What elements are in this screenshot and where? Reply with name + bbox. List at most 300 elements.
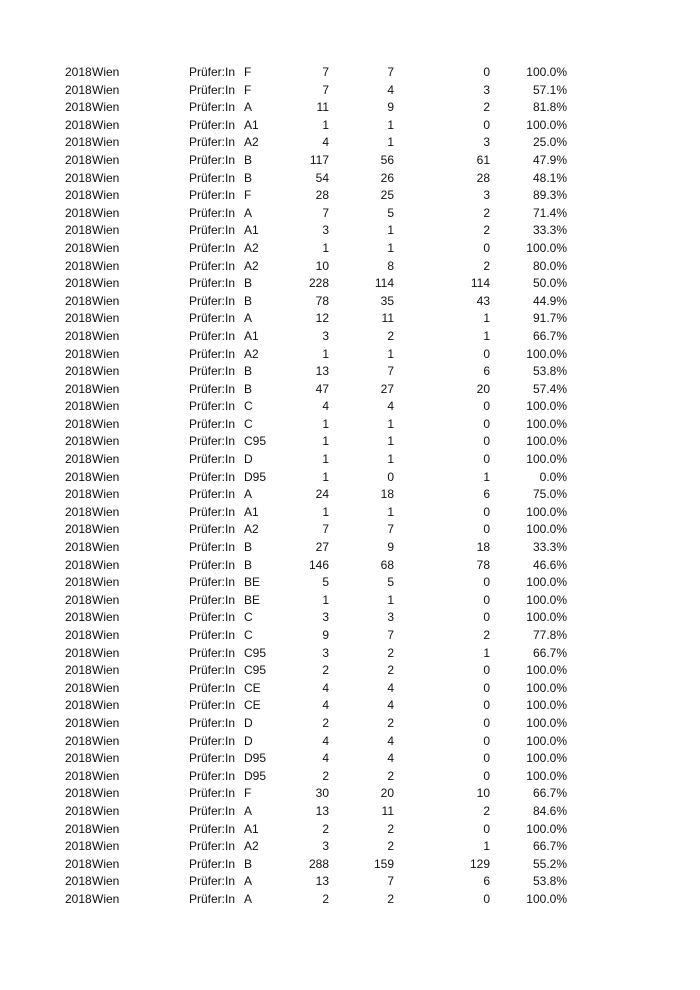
pass-rate-cell: 0.0% [539, 469, 567, 484]
total-count-cell: 12 [315, 311, 329, 326]
failed-count-cell: 28 [476, 170, 490, 185]
total-count-cell: 30 [315, 786, 329, 801]
year-cell: 2018 [65, 645, 92, 660]
city-cell: Wien [92, 452, 120, 467]
license-class-cell: C [244, 610, 253, 625]
role-cell: Prüfer:In [189, 381, 236, 396]
city-cell: Wien [92, 733, 120, 748]
table-row [0, 117, 700, 135]
failed-count-cell: 61 [476, 152, 490, 167]
total-count-cell: 2 [322, 768, 329, 783]
license-class-cell: A2 [244, 135, 259, 150]
license-class-cell: A [244, 891, 253, 906]
passed-count-cell: 1 [387, 434, 394, 449]
passed-count-cell: 7 [387, 65, 394, 79]
passed-count-cell: 2 [387, 891, 394, 906]
year-cell: 2018 [65, 504, 92, 519]
city-cell: Wien [92, 152, 120, 167]
city-cell: Wien [92, 680, 120, 695]
table-row [0, 662, 700, 680]
year-cell: 2018 [65, 152, 92, 167]
table-row [0, 785, 700, 803]
failed-count-cell: 2 [483, 803, 490, 818]
table-row [0, 205, 700, 223]
city-cell: Wien [92, 293, 120, 308]
failed-count-cell: 0 [483, 592, 490, 607]
failed-count-cell: 0 [483, 117, 490, 132]
passed-count-cell: 7 [387, 522, 394, 537]
city-cell: Wien [92, 628, 120, 642]
role-cell: Prüfer:In [189, 874, 236, 889]
license-class-cell: A1 [244, 504, 259, 519]
year-cell: 2018 [65, 628, 92, 642]
failed-count-cell: 6 [483, 487, 490, 502]
city-cell: Wien [92, 786, 120, 801]
passed-count-cell: 9 [387, 100, 394, 115]
license-class-cell: A2 [244, 346, 259, 361]
table-row [0, 715, 700, 733]
year-cell: 2018 [65, 346, 92, 361]
table-row [0, 873, 700, 891]
city-cell: Wien [92, 65, 120, 79]
table-row [0, 416, 700, 434]
total-count-cell: 1 [322, 469, 329, 484]
year-cell: 2018 [65, 434, 92, 449]
table-row [0, 433, 700, 451]
city-cell: Wien [92, 100, 120, 115]
role-cell: Prüfer:In [189, 364, 236, 379]
total-count-cell: 10 [315, 258, 329, 273]
license-class-cell: C [244, 628, 253, 642]
license-class-cell: A1 [244, 223, 259, 238]
role-cell: Prüfer:In [189, 328, 236, 343]
table-row [0, 557, 700, 575]
role-cell: Prüfer:In [189, 434, 236, 449]
table-row [0, 768, 700, 786]
pass-rate-cell: 71.4% [532, 205, 567, 220]
license-class-cell: A2 [244, 839, 259, 854]
license-class-cell: A [244, 311, 253, 326]
pass-rate-cell: 100.0% [526, 346, 567, 361]
failed-count-cell: 2 [483, 205, 490, 220]
license-class-cell: CE [244, 680, 261, 695]
license-class-cell: A1 [244, 117, 259, 132]
failed-count-cell: 0 [483, 891, 490, 906]
license-class-cell: F [244, 786, 252, 801]
failed-count-cell: 2 [483, 628, 490, 642]
table-row [0, 680, 700, 698]
license-class-cell: D95 [244, 469, 267, 484]
total-count-cell: 4 [322, 733, 329, 748]
license-class-cell: D [244, 733, 253, 748]
year-cell: 2018 [65, 258, 92, 273]
passed-count-cell: 26 [380, 170, 394, 185]
license-class-cell: B [244, 293, 253, 308]
year-cell: 2018 [65, 328, 92, 343]
license-class-cell: A2 [244, 258, 259, 273]
pass-rate-cell: 44.9% [532, 293, 567, 308]
passed-count-cell: 68 [380, 557, 394, 572]
city-cell: Wien [92, 715, 120, 730]
year-cell: 2018 [65, 680, 92, 695]
role-cell: Prüfer:In [189, 311, 236, 326]
city-cell: Wien [92, 751, 120, 766]
total-count-cell: 1 [322, 346, 329, 361]
passed-count-cell: 18 [380, 487, 394, 502]
passed-count-cell: 35 [380, 293, 394, 308]
pass-rate-cell: 100.0% [526, 117, 567, 132]
total-count-cell: 7 [322, 82, 329, 97]
passed-count-cell: 2 [387, 821, 394, 836]
pass-rate-cell: 100.0% [526, 65, 567, 79]
license-class-cell: A1 [244, 821, 259, 836]
license-class-cell: C [244, 416, 253, 431]
year-cell: 2018 [65, 821, 92, 836]
failed-count-cell: 0 [483, 399, 490, 414]
city-cell: Wien [92, 839, 120, 854]
passed-count-cell: 114 [374, 276, 394, 291]
year-cell: 2018 [65, 487, 92, 502]
table-row [0, 733, 700, 751]
table-row [0, 170, 700, 188]
city-cell: Wien [92, 311, 120, 326]
passed-count-cell: 1 [387, 117, 394, 132]
license-class-cell: B [244, 540, 253, 555]
pass-rate-cell: 48.1% [532, 170, 567, 185]
failed-count-cell: 1 [483, 839, 490, 854]
failed-count-cell: 129 [469, 856, 490, 871]
role-cell: Prüfer:In [189, 540, 236, 555]
year-cell: 2018 [65, 715, 92, 730]
failed-count-cell: 3 [483, 135, 490, 150]
city-cell: Wien [92, 328, 120, 343]
role-cell: Prüfer:In [189, 522, 236, 537]
failed-count-cell: 2 [483, 100, 490, 115]
role-cell: Prüfer:In [189, 258, 236, 273]
table-row [0, 152, 700, 170]
year-cell: 2018 [65, 768, 92, 783]
year-cell: 2018 [65, 188, 92, 203]
license-class-cell: A [244, 874, 253, 889]
license-class-cell: B [244, 856, 253, 871]
year-cell: 2018 [65, 82, 92, 97]
license-class-cell: A [244, 205, 253, 220]
license-class-cell: CE [244, 698, 261, 713]
pass-rate-cell: 66.7% [532, 786, 567, 801]
city-cell: Wien [92, 223, 120, 238]
passed-count-cell: 5 [387, 205, 394, 220]
passed-count-cell: 2 [387, 663, 394, 678]
role-cell: Prüfer:In [189, 469, 236, 484]
license-class-cell: C95 [244, 663, 267, 678]
table-row [0, 310, 700, 328]
failed-count-cell: 6 [483, 364, 490, 379]
year-cell: 2018 [65, 170, 92, 185]
total-count-cell: 27 [315, 540, 329, 555]
role-cell: Prüfer:In [189, 135, 236, 150]
passed-count-cell: 4 [387, 82, 394, 97]
table-row [0, 609, 700, 627]
pass-rate-cell: 77.8% [532, 628, 567, 642]
license-class-cell: B [244, 276, 253, 291]
passed-count-cell: 9 [387, 540, 394, 555]
year-cell: 2018 [65, 540, 92, 555]
passed-count-cell: 2 [387, 839, 394, 854]
table-row [0, 697, 700, 715]
total-count-cell: 117 [309, 152, 329, 167]
year-cell: 2018 [65, 469, 92, 484]
failed-count-cell: 1 [483, 645, 490, 660]
failed-count-cell: 0 [483, 346, 490, 361]
total-count-cell: 3 [322, 645, 329, 660]
license-class-cell: A [244, 803, 253, 818]
city-cell: Wien [92, 821, 120, 836]
table-row [0, 891, 700, 909]
license-class-cell: C95 [244, 645, 267, 660]
passed-count-cell: 7 [387, 874, 394, 889]
role-cell: Prüfer:In [189, 733, 236, 748]
passed-count-cell: 2 [387, 328, 394, 343]
city-cell: Wien [92, 346, 120, 361]
license-class-cell: B [244, 381, 253, 396]
table-row [0, 82, 700, 100]
year-cell: 2018 [65, 522, 92, 537]
table-row [0, 381, 700, 399]
license-class-cell: D [244, 452, 253, 467]
license-class-cell: A [244, 487, 253, 502]
year-cell: 2018 [65, 592, 92, 607]
pass-rate-cell: 100.0% [526, 399, 567, 414]
city-cell: Wien [92, 768, 120, 783]
total-count-cell: 78 [315, 293, 329, 308]
total-count-cell: 54 [315, 170, 329, 185]
year-cell: 2018 [65, 839, 92, 854]
city-cell: Wien [92, 610, 120, 625]
year-cell: 2018 [65, 786, 92, 801]
role-cell: Prüfer:In [189, 592, 236, 607]
pass-rate-cell: 66.7% [532, 839, 567, 854]
pass-rate-cell: 91.7% [532, 311, 567, 326]
city-cell: Wien [92, 82, 120, 97]
role-cell: Prüfer:In [189, 504, 236, 519]
role-cell: Prüfer:In [189, 698, 236, 713]
license-class-cell: A1 [244, 328, 259, 343]
role-cell: Prüfer:In [189, 188, 236, 203]
total-count-cell: 7 [322, 205, 329, 220]
passed-count-cell: 56 [380, 152, 394, 167]
city-cell: Wien [92, 188, 120, 203]
passed-count-cell: 2 [387, 645, 394, 660]
city-cell: Wien [92, 540, 120, 555]
passed-count-cell: 1 [387, 135, 394, 150]
role-cell: Prüfer:In [189, 487, 236, 502]
passed-count-cell: 4 [387, 751, 394, 766]
city-cell: Wien [92, 381, 120, 396]
year-cell: 2018 [65, 399, 92, 414]
total-count-cell: 2 [322, 891, 329, 906]
table-row [0, 293, 700, 311]
failed-count-cell: 1 [483, 328, 490, 343]
failed-count-cell: 3 [483, 188, 490, 203]
table-row [0, 64, 700, 82]
passed-count-cell: 25 [380, 188, 394, 203]
pass-rate-cell: 100.0% [526, 504, 567, 519]
role-cell: Prüfer:In [189, 117, 236, 132]
license-class-cell: C95 [244, 434, 267, 449]
license-class-cell: B [244, 557, 253, 572]
city-cell: Wien [92, 240, 120, 255]
year-cell: 2018 [65, 698, 92, 713]
year-cell: 2018 [65, 663, 92, 678]
role-cell: Prüfer:In [189, 399, 236, 414]
total-count-cell: 2 [322, 663, 329, 678]
total-count-cell: 13 [315, 364, 329, 379]
license-class-cell: B [244, 364, 253, 379]
year-cell: 2018 [65, 117, 92, 132]
pass-rate-cell: 66.7% [532, 645, 567, 660]
total-count-cell: 4 [322, 399, 329, 414]
license-class-cell: BE [244, 575, 261, 590]
role-cell: Prüfer:In [189, 751, 236, 766]
passed-count-cell: 1 [387, 416, 394, 431]
year-cell: 2018 [65, 803, 92, 818]
year-cell: 2018 [65, 276, 92, 291]
year-cell: 2018 [65, 364, 92, 379]
passed-count-cell: 27 [380, 381, 394, 396]
pass-rate-cell: 100.0% [526, 751, 567, 766]
table-row [0, 99, 700, 117]
city-cell: Wien [92, 522, 120, 537]
pass-rate-cell: 46.6% [532, 557, 567, 572]
table-row [0, 504, 700, 522]
passed-count-cell: 7 [387, 628, 394, 642]
failed-count-cell: 2 [483, 258, 490, 273]
pass-rate-cell: 100.0% [526, 891, 567, 906]
total-count-cell: 1 [322, 416, 329, 431]
passed-count-cell: 1 [387, 452, 394, 467]
passed-count-cell: 11 [381, 311, 394, 326]
passed-count-cell: 1 [387, 240, 394, 255]
license-class-cell: D [244, 715, 253, 730]
failed-count-cell: 3 [483, 82, 490, 97]
role-cell: Prüfer:In [189, 821, 236, 836]
passed-count-cell: 4 [387, 698, 394, 713]
failed-count-cell: 0 [483, 504, 490, 519]
role-cell: Prüfer:In [189, 786, 236, 801]
year-cell: 2018 [65, 205, 92, 220]
failed-count-cell: 2 [483, 223, 490, 238]
license-class-cell: D95 [244, 751, 267, 766]
table-row [0, 592, 700, 610]
total-count-cell: 9 [322, 628, 329, 642]
pass-rate-cell: 100.0% [526, 434, 567, 449]
year-cell: 2018 [65, 135, 92, 150]
role-cell: Prüfer:In [189, 575, 236, 590]
year-cell: 2018 [65, 223, 92, 238]
pass-rate-cell: 25.0% [532, 135, 567, 150]
table-row [0, 240, 700, 258]
pass-rate-cell: 100.0% [526, 663, 567, 678]
total-count-cell: 2 [322, 821, 329, 836]
passed-count-cell: 3 [387, 610, 394, 625]
role-cell: Prüfer:In [189, 240, 236, 255]
city-cell: Wien [92, 399, 120, 414]
license-class-cell: D95 [244, 768, 267, 783]
total-count-cell: 5 [322, 575, 329, 590]
role-cell: Prüfer:In [189, 680, 236, 695]
passed-count-cell: 2 [387, 768, 394, 783]
role-cell: Prüfer:In [189, 416, 236, 431]
pass-rate-cell: 100.0% [526, 680, 567, 695]
failed-count-cell: 0 [483, 434, 490, 449]
failed-count-cell: 6 [483, 874, 490, 889]
year-cell: 2018 [65, 65, 92, 79]
failed-count-cell: 18 [476, 540, 490, 555]
failed-count-cell: 0 [483, 610, 490, 625]
year-cell: 2018 [65, 416, 92, 431]
city-cell: Wien [92, 663, 120, 678]
city-cell: Wien [92, 557, 120, 572]
failed-count-cell: 1 [483, 469, 490, 484]
total-count-cell: 1 [322, 504, 329, 519]
city-cell: Wien [92, 698, 120, 713]
table-row [0, 222, 700, 240]
city-cell: Wien [92, 434, 120, 449]
role-cell: Prüfer:In [189, 610, 236, 625]
role-cell: Prüfer:In [189, 223, 236, 238]
city-cell: Wien [92, 364, 120, 379]
year-cell: 2018 [65, 751, 92, 766]
passed-count-cell: 1 [387, 223, 394, 238]
license-class-cell: F [244, 188, 252, 203]
total-count-cell: 146 [308, 557, 329, 572]
role-cell: Prüfer:In [189, 663, 236, 678]
pass-rate-cell: 100.0% [526, 733, 567, 748]
total-count-cell: 288 [308, 856, 329, 871]
failed-count-cell: 0 [483, 821, 490, 836]
pass-rate-cell: 100.0% [526, 522, 567, 537]
license-class-cell: C [244, 399, 253, 414]
year-cell: 2018 [65, 311, 92, 326]
total-count-cell: 4 [322, 698, 329, 713]
total-count-cell: 1 [322, 592, 329, 607]
failed-count-cell: 0 [483, 522, 490, 537]
year-cell: 2018 [65, 610, 92, 625]
role-cell: Prüfer:In [189, 557, 236, 572]
passed-count-cell: 7 [387, 364, 394, 379]
pass-rate-cell: 66.7% [532, 328, 567, 343]
passed-count-cell: 20 [380, 786, 394, 801]
role-cell: Prüfer:In [189, 452, 236, 467]
year-cell: 2018 [65, 100, 92, 115]
license-class-cell: F [244, 82, 252, 97]
table-row [0, 258, 700, 276]
role-cell: Prüfer:In [189, 170, 236, 185]
total-count-cell: 3 [322, 328, 329, 343]
pass-rate-cell: 33.3% [532, 540, 567, 555]
total-count-cell: 11 [316, 100, 329, 115]
pass-rate-cell: 57.1% [532, 82, 567, 97]
pass-rate-cell: 55.2% [532, 856, 567, 871]
total-count-cell: 1 [322, 434, 329, 449]
pass-rate-cell: 100.0% [526, 416, 567, 431]
year-cell: 2018 [65, 293, 92, 308]
failed-count-cell: 114 [470, 276, 490, 291]
city-cell: Wien [92, 487, 120, 502]
year-cell: 2018 [65, 891, 92, 906]
table-row [0, 521, 700, 539]
total-count-cell: 3 [322, 610, 329, 625]
